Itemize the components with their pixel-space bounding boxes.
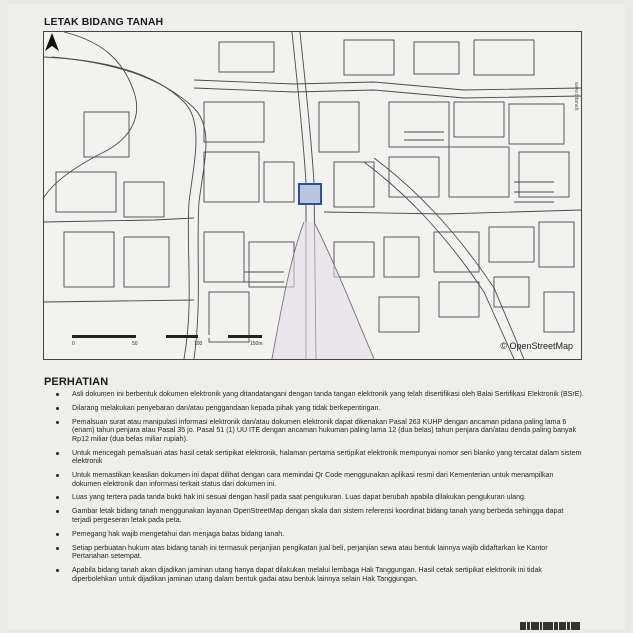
notice-list — [44, 390, 584, 588]
notice-item: Gambar letak bidang tanah menggunakan layanan OpenStreetMap dengan skala dan sistem referensi koordinat bidang tanah yang berbeda sehingga dapat terjadi pergeseran letak pada peta. — [44, 507, 584, 524]
parcel-location-map[interactable] — [43, 31, 582, 360]
scale-label: 150m — [250, 341, 263, 347]
scale-label: 50 — [132, 341, 138, 347]
notice-item: Dilarang melakukan penyebaran dan/atau penggandaan kepada pihak yang tidak berkepentingan. — [44, 404, 584, 413]
attribution-text: © OpenStreetMap — [500, 341, 573, 351]
scale-bar — [72, 335, 262, 349]
notice-title: PERHATIAN — [44, 376, 109, 388]
notice-item: Pemegang hak wajib mengetahui dan menjaga batas bidang tanah. — [44, 530, 584, 539]
highlighted-parcel[interactable] — [299, 184, 321, 204]
osm-attribution[interactable] — [500, 341, 573, 351]
notice-item: Apabila bidang tanah akan dijadikan jaminan utang hanya dapat dilakukan melalui lembaga Hak Tanggungan. Hasil cetak sertipikat elektronik ini tidak diperbolehkan untuk dijadikan jaminan utang dalam bentuk gadai atau bentuk lainnya selain Hak Tanggungan. — [44, 566, 584, 583]
notice-item: Untuk mencegah pemalsuan atas hasil cetak sertipikat elektronik, halaman pertama sertipikat elektronik mempunyai nomor seri blanko yang tercatat dalam sistem elektronik — [44, 449, 584, 466]
north-arrow-icon — [44, 32, 60, 52]
notice-item: Luas yang tertera pada tanda bukti hak ini sesuai dengan hasil pada saat pengukuran. Luas dapat berubah apabila dilakukan pengukuran ulang. — [44, 493, 584, 502]
map-side-label: www.bitanah — [573, 82, 579, 111]
notice-item: Untuk memastikan keaslian dokumen ini dapat dilihat dengan cara memindai Qr Code menggunakan aplikasi resmi dari Kementerian untuk menampilkan dokumen elektronik dan informasi terkait status dari dokumen ini. — [44, 471, 584, 488]
map-canvas — [44, 32, 581, 359]
scale-label: 0 — [72, 341, 75, 347]
notice-item: Asli dokumen ini berbentuk dokumen elektronik yang ditandatangani dengan tanda tangan elektronik yang telah disertifikasi oleh Balai Sertifikasi Elektronik (BSrE). — [44, 390, 584, 399]
map-section-title: LETAK BIDANG TANAH — [44, 16, 164, 28]
road-area — [272, 222, 374, 359]
scale-label: 100 — [194, 341, 203, 347]
notice-item: Pemalsuan surat atau manipulasi informasi elektronik dan/atau dokumen elektronik dapat dikenakan Pasal 263 KUHP dengan ancaman pidana paling lama 6 (enam) tahun penjara atau Pasal 35 jo. Pasal 51 (1) UU ITE dengan ancaman hukuman paling lama 12 (dua belas) tahun penjara dan/atau denda paling banyak Rp12 miliar (dua belas miliar rupiah). — [44, 418, 584, 444]
document-serial-strip — [520, 622, 580, 630]
notice-item: Setiap perbuatan hukum atas bidang tanah ini termasuk perjanjian pengikatan jual beli, perjanjian sewa atau bentuk lainnya wajib didaftarkan ke Kantor Pertanahan setempat. — [44, 544, 584, 561]
